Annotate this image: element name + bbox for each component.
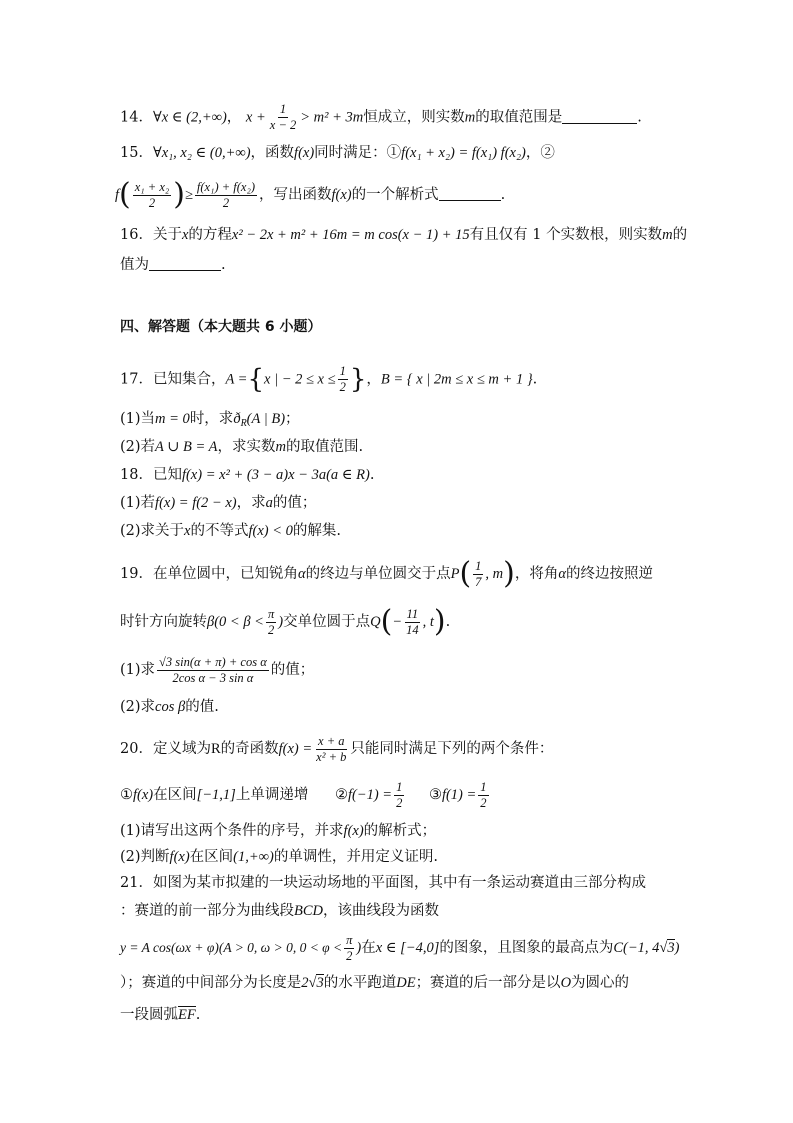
q20-condition-3-fraction: $\frac{1}{2}$	[480, 779, 487, 810]
q15-lhs-fraction: $\frac{\text{x₁ + x₂}}{2}$	[134, 179, 170, 210]
q20-function-fraction: $\frac{x + a}{\text{x² + b}}$	[316, 733, 347, 764]
question-20-part-2: (2)判断f(x)在区间(1,+∞)的单调性，并用定义证明.	[120, 849, 438, 865]
answer-blank	[562, 109, 637, 124]
q20-condition-2-fraction: $\frac{1}{2}$	[396, 779, 403, 810]
section-heading: 四、解答题（本大题共 6 小题）	[120, 319, 322, 335]
sqrt-sign: √	[659, 940, 668, 956]
question-17: 17．已知集合，A ={x | − 2 ≤ x ≤ $\frac{1}{2}$ }，B = { x | 2m ≤ x ≤ m + 1 }.	[120, 364, 538, 395]
question-20-part-1: (1)请写出这两个条件的序号，并求f(x)的解析式；	[120, 823, 437, 839]
q17-fraction: $\frac{1}{2}$	[339, 364, 346, 394]
q19-p-fraction: $\frac{1}{7}$	[475, 558, 482, 589]
q19-pi-fraction: $\frac{\pi}{2}$	[267, 606, 275, 637]
q19-q-fraction: $\frac{11}{14}$	[406, 606, 419, 637]
question-19-part-1: (1)求 $\frac{\text{√3 sin(α + π) + cos α}}{\text{2cos α − 3 sin α}}$ 的值；	[120, 654, 315, 685]
question-15-condition-2: f( $\frac{\text{x₁ + x₂}}{2}$ )≥ $\frac{\text{f(x₁) + f(x₂)}}{2}$ ，写出函数f(x)的一个解析式 .	[115, 177, 506, 212]
q14-fraction: $\frac{1}{x - 2}$	[269, 102, 297, 132]
question-21-line-2: ：赛道的前一部分为曲线段BCD，该曲线段为函数	[120, 903, 439, 919]
question-18-part-2: (2)求关于x的不等式f(x) < 0的解集.	[120, 523, 341, 539]
question-19-part-2: (2)求cos β的值.	[120, 699, 219, 715]
sqrt-sign: √	[308, 975, 317, 991]
answer-blank	[439, 186, 501, 201]
question-21-line-3: y = A cos(ωx + φ)(A > 0, ω > 0, 0 < φ < $\frac{\pi}{2}$ )在x ∈ [−4,0]的图象，且图象的最高点为C(−1, 4√3)	[120, 932, 680, 963]
question-17-part-2: (2)若A ∪ B = A，求实数m的取值范围.	[120, 439, 364, 455]
question-20-conditions: ①f(x)在区间[−1,1]上单调递增 ②f(−1) = $\frac{1}{2}$ ③f(1) = $\frac{1}{2}$	[120, 779, 487, 810]
question-18-part-1: (1)若f(x) = f(2 − x)，求a的值；	[120, 495, 317, 511]
question-16: 16．关于x的方程x² − 2x + m² + 16m = m cos(x − 1) + 15有且仅有 1 个实数根，则实数m的	[120, 227, 688, 243]
question-21-line-4: ）；赛道的中间部分为长度是2√3的水平跑道DE；赛道的后一部分是以O为圆心的	[120, 975, 630, 991]
question-20: 20．定义域为R的奇函数f(x) = $\frac{x + a}{\text{x² + b}}$ 只能同时满足下列的两个条件：	[120, 733, 554, 764]
question-18: 18．已知f(x) = x² + (3 − a)x − 3a(a ∈ R).	[120, 467, 375, 483]
q21-pi-fraction: $\frac{\pi}{2}$	[346, 932, 353, 963]
answer-blank	[149, 256, 221, 271]
q19-expression-fraction: $\frac{\text{√3 sin(α + π) + cos α}}{\text{2cos α − 3 sin α}}$	[159, 654, 267, 685]
question-17-part-1: (1)当m = 0时，求$ð_R(A$ | B)；	[120, 411, 300, 429]
question-21: 21．如图为某市拟建的一块运动场地的平面图，其中有一条运动赛道由三部分构成	[120, 875, 646, 891]
question-19: 19．在单位圆中，已知锐角α的终边与单位圆交于点P( $\frac{1}{7}$ , m)，将角α的终边按照逆	[120, 556, 653, 591]
question-16-line-2: 值为 .	[120, 257, 226, 273]
question-21-line-5: 一段圆弧EF.	[120, 1007, 201, 1023]
sqrt-sign: √	[159, 654, 166, 669]
q15-rhs-fraction: $\frac{\text{f(x₁) + f(x₂)}}{2}$	[196, 179, 255, 210]
question-15: 15．∀x₁, x₂ ∈ (0,+∞)，函数f(x)同时满足：①f(x₁ + x₂) = f(x₁) f(x₂)，②	[120, 145, 555, 161]
question-14: 14．∀x ∈ (2,+∞)， x + $\frac{1}{x - 2}$ > m² + 3m恒成立，则实数m的取值范围是 .	[120, 102, 642, 132]
question-19-line-2: 时针方向旋转β(0 < β < $\frac{\pi}{2}$ )交单位圆于点Q(− $\frac{11}{14}$ , t).	[120, 604, 451, 639]
